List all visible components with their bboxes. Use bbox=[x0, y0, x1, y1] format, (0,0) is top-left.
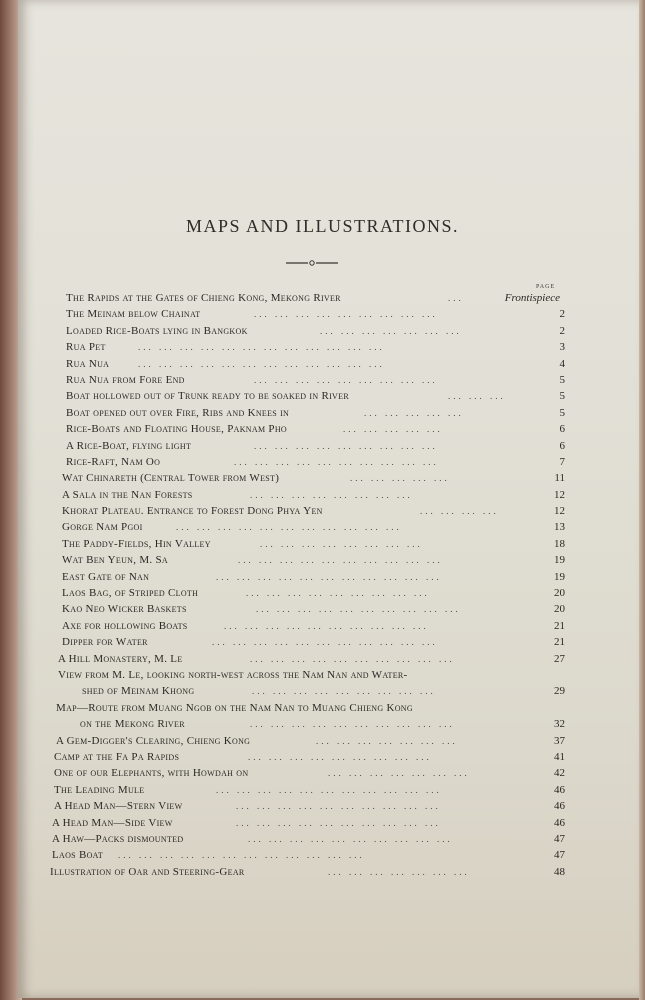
illustration-title: A Head Man—Stern View bbox=[54, 800, 183, 813]
page-number: 5 bbox=[559, 406, 565, 419]
list-item bbox=[0, 651, 645, 667]
list-item bbox=[0, 601, 645, 617]
illustration-title: Loaded Rice-Boats lying in Bangkok bbox=[66, 324, 248, 337]
leader-dots: ... ... ... ... ... bbox=[343, 424, 443, 435]
page-number: 47 bbox=[554, 849, 565, 862]
page-number: 20 bbox=[554, 587, 565, 600]
page-number: 46 bbox=[554, 800, 565, 813]
illustration-title: The Leading Mule bbox=[54, 783, 145, 796]
leader-dots: ... ... ... ... ... ... ... ... bbox=[260, 538, 423, 549]
leader-dots: ... ... ... ... ... ... ... ... ... ... bbox=[250, 719, 455, 730]
leader-dots: ... ... ... bbox=[448, 391, 506, 402]
list-item bbox=[0, 798, 645, 814]
leader-dots: ... ... ... ... ... ... ... ... ... bbox=[254, 309, 438, 320]
divider-ornament-icon bbox=[284, 258, 340, 268]
page-number: 32 bbox=[554, 718, 565, 731]
page-number: 3 bbox=[559, 341, 565, 354]
illustration-title: The Paddy-Fields, Hin Valley bbox=[62, 537, 211, 550]
leader-dots: ... ... ... ... ... ... ... ... ... bbox=[246, 588, 430, 599]
illustration-title: A Head Man—Side View bbox=[52, 816, 173, 829]
page-number: 6 bbox=[559, 439, 565, 452]
list-item bbox=[0, 634, 645, 650]
list-item bbox=[0, 388, 645, 404]
page-number: 5 bbox=[559, 373, 565, 386]
illustration-title: Rice-Raft, Nam Oo bbox=[66, 455, 161, 468]
list-item bbox=[0, 700, 645, 716]
illustration-title: Rua Nua from Fore End bbox=[66, 373, 185, 386]
list-item bbox=[0, 782, 645, 798]
leader-dots: ... ... ... ... ... ... ... bbox=[316, 735, 458, 746]
leader-dots: ... ... ... ... ... ... ... bbox=[320, 325, 462, 336]
page-number: 46 bbox=[554, 816, 565, 829]
illustration-title: Camp at the Fa Pa Rapids bbox=[54, 750, 180, 763]
illustration-title: A Sala in the Nan Forests bbox=[62, 488, 193, 501]
illustration-title: on the Mekong River bbox=[80, 718, 185, 731]
leader-dots: ... ... ... ... ... ... ... ... ... ... ... ... bbox=[138, 358, 385, 369]
illustration-title: East Gate of Nan bbox=[62, 570, 150, 583]
list-item bbox=[0, 585, 645, 601]
page-number: 29 bbox=[554, 685, 565, 698]
list-item bbox=[0, 405, 645, 421]
illustration-title: Boat opened out over Fire, Ribs and Knees in bbox=[66, 406, 290, 419]
illustration-title: Map—Route from Muang Ngob on the Nam Nan to Muang Chieng Kong bbox=[56, 701, 413, 714]
list-item bbox=[0, 339, 645, 355]
illustration-title: Rua Nua bbox=[66, 357, 110, 370]
leader-dots: ... ... ... ... ... ... ... ... ... ... ... ... bbox=[118, 850, 365, 861]
list-item bbox=[0, 503, 645, 519]
leader-dots: ... ... ... ... ... ... ... ... ... bbox=[248, 751, 432, 762]
leader-dots: ... ... ... ... ... ... ... ... ... ... bbox=[256, 604, 461, 615]
illustration-title: Rice-Boats and Floating House, Paknam Pho bbox=[66, 423, 287, 436]
leader-dots: ... ... ... ... ... ... ... ... ... ... ... bbox=[212, 637, 438, 648]
illustration-title: Illustration of Oar and Steering-Gear bbox=[50, 865, 245, 878]
leader-dots: ... ... ... ... ... bbox=[350, 473, 450, 484]
illustration-title: A Rice-Boat, flying light bbox=[66, 439, 192, 452]
leader-dots: ... ... ... ... bbox=[420, 506, 499, 517]
leader-dots: ... ... ... ... ... ... ... ... ... ... bbox=[250, 653, 455, 664]
page-number: 42 bbox=[554, 767, 565, 780]
illustration-title: Laos Boat bbox=[52, 849, 104, 862]
page-number: 7 bbox=[559, 455, 565, 468]
illustration-title: A Gem-Digger's Clearing, Chieng Kong bbox=[56, 734, 251, 747]
leader-dots: ... ... ... ... ... ... ... ... ... ... bbox=[238, 555, 443, 566]
page-number: 6 bbox=[559, 423, 565, 436]
list-item bbox=[0, 815, 645, 831]
list-item bbox=[0, 323, 645, 339]
illustration-title: A Hill Monastery, M. Le bbox=[58, 652, 183, 665]
list-item bbox=[0, 290, 645, 306]
leader-dots: ... ... ... ... ... ... ... ... ... ... ... bbox=[176, 522, 402, 533]
list-item bbox=[0, 372, 645, 388]
leader-dots: ... ... ... ... ... bbox=[364, 407, 464, 418]
list-item bbox=[0, 831, 645, 847]
illustration-title: Boat hollowed out of Trunk ready to be soaked in River bbox=[66, 390, 349, 403]
list-item bbox=[0, 569, 645, 585]
leader-dots: ... ... ... ... ... ... ... ... bbox=[250, 489, 413, 500]
page-number: 48 bbox=[554, 865, 565, 878]
list-item bbox=[0, 421, 645, 437]
illustration-title: Laos Bag, of Striped Cloth bbox=[62, 587, 199, 600]
list-item bbox=[0, 716, 645, 732]
page-number: 21 bbox=[554, 636, 565, 649]
illustration-title: Khorat Plateau. Entrance to Forest Dong Phya Yen bbox=[62, 505, 323, 518]
list-item bbox=[0, 470, 645, 486]
list-item bbox=[0, 864, 645, 880]
page-number: 27 bbox=[554, 652, 565, 665]
list-item bbox=[0, 765, 645, 781]
leader-dots: ... ... ... ... ... ... ... ... ... ... ... bbox=[216, 571, 442, 582]
illustration-title: A Haw—Packs dismounted bbox=[52, 832, 184, 845]
leader-dots: ... ... ... ... ... ... ... ... ... ... bbox=[224, 620, 429, 631]
leader-dots: ... ... ... ... ... ... ... bbox=[328, 768, 470, 779]
page-number: 20 bbox=[554, 603, 565, 616]
leader-dots: ... bbox=[448, 293, 464, 303]
page-number: 11 bbox=[554, 472, 565, 485]
illustration-title: Kao Neo Wicker Baskets bbox=[62, 603, 187, 616]
list-item bbox=[0, 847, 645, 863]
illustration-title: View from M. Le, looking north-west across the Nam Nan and Water- bbox=[58, 668, 408, 681]
page-title: MAPS AND ILLUSTRATIONS. bbox=[185, 216, 460, 236]
list-item bbox=[0, 356, 645, 372]
leader-dots: ... ... ... ... ... ... ... ... ... bbox=[254, 374, 438, 385]
illustration-title: Gorge Nam Pgoi bbox=[62, 521, 143, 534]
illustration-title: Axe for hollowing Boats bbox=[62, 619, 188, 632]
list-item bbox=[0, 438, 645, 454]
illustrations-list bbox=[0, 290, 645, 880]
list-item bbox=[0, 749, 645, 765]
page-number: 12 bbox=[554, 505, 565, 518]
illustration-title: One of our Elephants, with Howdah on bbox=[54, 767, 249, 780]
page-number: 46 bbox=[554, 783, 565, 796]
page-number: 19 bbox=[554, 554, 565, 567]
page-number: 4 bbox=[559, 357, 565, 370]
list-item bbox=[0, 487, 645, 503]
leader-dots: ... ... ... ... ... ... ... ... ... ... bbox=[236, 801, 441, 812]
leader-dots: ... ... ... ... ... ... ... ... ... ... ... bbox=[216, 784, 442, 795]
page-number: 5 bbox=[559, 390, 565, 403]
page-column-label: PAGE bbox=[536, 284, 556, 290]
list-item bbox=[0, 536, 645, 552]
page-number: 2 bbox=[559, 308, 565, 321]
page-number: 41 bbox=[554, 750, 565, 763]
leader-dots: ... ... ... ... ... ... ... ... ... ... bbox=[234, 456, 439, 467]
leader-dots: ... ... ... ... ... ... ... ... ... bbox=[252, 686, 436, 697]
page-number: 12 bbox=[554, 488, 565, 501]
illustration-title: Dipper for Water bbox=[62, 636, 148, 649]
illustration-title: The Rapids at the Gates of Chieng Kong, Mekong River bbox=[66, 292, 341, 304]
page-number: 2 bbox=[559, 324, 565, 337]
list-item bbox=[0, 667, 645, 683]
leader-dots: ... ... ... ... ... ... ... ... ... ... ... ... bbox=[138, 342, 385, 353]
illustration-title: Wat Ben Yeun, M. Sa bbox=[62, 554, 169, 567]
page-number: 13 bbox=[554, 521, 565, 534]
page-number: 18 bbox=[554, 537, 565, 550]
illustration-title: shed of Meinam Khong bbox=[82, 685, 195, 698]
page-number: 47 bbox=[554, 832, 565, 845]
leader-dots: ... ... ... ... ... ... ... ... ... ... bbox=[248, 833, 453, 844]
page-number: 37 bbox=[554, 734, 565, 747]
list-item bbox=[0, 683, 645, 699]
illustration-title: Wat Chinareth (Central Tower from West) bbox=[62, 472, 280, 485]
list-item bbox=[0, 306, 645, 322]
page-number: 19 bbox=[554, 570, 565, 583]
list-item bbox=[0, 733, 645, 749]
page-number: Frontispiece bbox=[504, 292, 560, 304]
illustration-title: The Meinam below Chainat bbox=[66, 308, 201, 321]
leader-dots: ... ... ... ... ... ... ... ... ... bbox=[254, 440, 438, 451]
list-item bbox=[0, 519, 645, 535]
page-number: 21 bbox=[554, 619, 565, 632]
leader-dots: ... ... ... ... ... ... ... ... ... ... bbox=[236, 817, 441, 828]
illustration-title: Rua Pet bbox=[66, 341, 106, 354]
leader-dots: ... ... ... ... ... ... ... bbox=[328, 866, 470, 877]
list-item bbox=[0, 552, 645, 568]
list-item bbox=[0, 454, 645, 470]
list-item bbox=[0, 618, 645, 634]
